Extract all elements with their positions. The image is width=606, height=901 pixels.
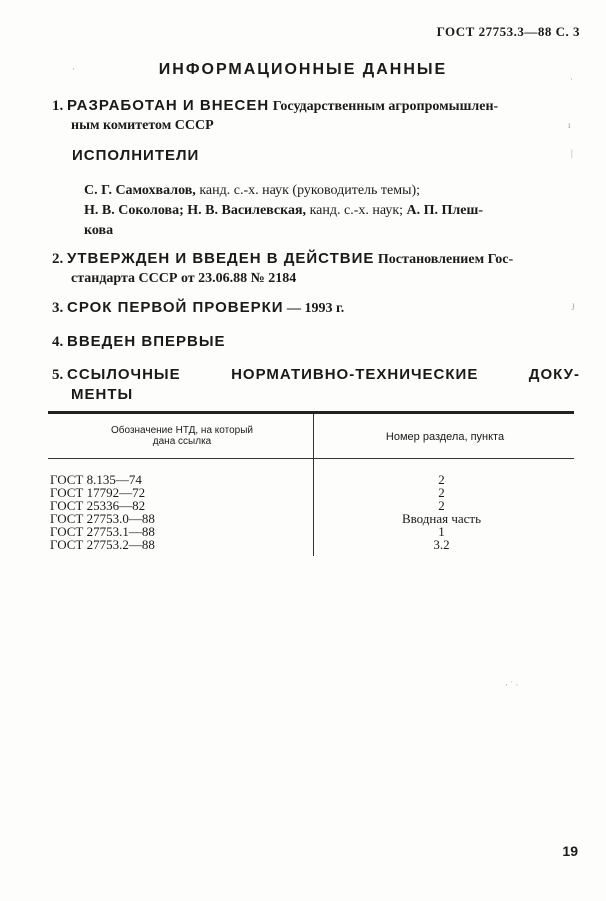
table-cell-doc: ГОСТ 8.135—74	[50, 472, 142, 487]
section-5-continuation: МЕНТЫ	[71, 386, 134, 403]
section-2-heading: УТВЕРЖДЕН И ВВЕДЕН В ДЕЙСТВИЕ	[67, 250, 375, 267]
executor-1-name: С. Г. Самохвалов,	[84, 183, 196, 198]
table-cell-doc: ГОСТ 27753.1—88	[50, 524, 155, 539]
section-3-number: 3.	[52, 300, 64, 316]
executor-4-name-cont: кова	[84, 223, 114, 238]
table-header-document-line-1: Обозначение НТД, на который	[110, 425, 253, 436]
section-1-line	[52, 96, 580, 116]
executor-3-role: канд. с.-х. наук;	[306, 203, 404, 218]
scan-speck: ·	[72, 64, 75, 74]
table-cell-ref: 2	[438, 485, 445, 500]
section-3-heading: СРОК ПЕРВОЙ ПРОВЕРКИ	[67, 299, 284, 316]
section-5-number: 5.	[52, 367, 64, 383]
scan-speck: ı	[568, 120, 571, 130]
section-1-heading: РАЗРАБОТАН И ВНЕСЕН	[67, 97, 270, 114]
table-header-document	[60, 425, 304, 447]
scan-speck: ȷ	[572, 300, 575, 310]
table-cell-ref: 1	[438, 524, 445, 539]
section-3	[52, 298, 344, 318]
scan-noise: · ˙ ·	[505, 680, 519, 690]
table-cell-doc: ГОСТ 17792—72	[50, 485, 146, 500]
section-1-number: 1.	[52, 98, 64, 114]
section-2	[52, 249, 580, 288]
section-2-number: 2.	[52, 251, 64, 267]
table-row	[50, 538, 570, 551]
section-2-text: Постановлением Гос-	[374, 252, 514, 267]
executor-3-name: Н. В. Василевская,	[183, 203, 307, 218]
table-cell-ref: 2	[438, 472, 445, 487]
table-header-document-line-2: дана ссылка	[152, 436, 212, 447]
table-cell-doc: ГОСТ 25336—82	[50, 498, 146, 513]
section-5-word-1: ССЫЛОЧНЫЕ	[67, 366, 181, 383]
table-cell-ref: 3.2	[433, 537, 450, 552]
reference-table	[50, 473, 570, 551]
executor-4-name: А. П. Плеш-	[403, 203, 483, 218]
scan-speck: |	[571, 148, 573, 158]
executor-2-name: Н. В. Соколова;	[84, 203, 184, 218]
section-2-line	[52, 249, 580, 269]
section-3-text: — 1993 г.	[283, 301, 345, 316]
page-number: 19	[562, 843, 578, 859]
section-4	[52, 332, 226, 352]
table-cell-doc: ГОСТ 27753.0—88	[50, 511, 155, 526]
table-cell-ref: Вводная часть	[401, 511, 482, 526]
scan-speck: ˌ	[570, 70, 573, 80]
section-5-word-2: НОРМАТИВНО-ТЕХНИЧЕСКИЕ	[231, 366, 479, 383]
table-cell-ref: 2	[438, 498, 445, 513]
section-1	[52, 96, 580, 135]
section-2-continuation: стандарта СССР от 23.06.88 № 2184	[71, 271, 297, 286]
section-4-number: 4.	[52, 334, 64, 350]
table-top-rule	[48, 411, 574, 414]
table-header-section: Номер раздела, пункта	[385, 431, 505, 443]
executors-list	[84, 181, 580, 241]
executors-heading: ИСПОЛНИТЕЛИ	[72, 147, 200, 164]
executor-1-role: канд. с.-х. наук (руководитель темы);	[195, 183, 421, 198]
section-5-word-3: ДОКУ-	[528, 366, 580, 383]
table-cell-doc: ГОСТ 27753.2—88	[50, 537, 155, 552]
section-1-text: Государственным агропромышлен-	[269, 99, 499, 114]
section-5	[52, 365, 580, 404]
section-5-line	[52, 365, 580, 385]
section-4-heading: ВВЕДЕН ВПЕРВЫЕ	[67, 333, 226, 350]
section-1-continuation: ным комитетом СССР	[71, 118, 214, 133]
page-header: ГОСТ 27753.3—88 С. 3	[436, 24, 580, 39]
page-title: ИНФОРМАЦИОННЫЕ ДАННЫЕ	[158, 61, 448, 78]
table-header-rule	[48, 458, 574, 459]
